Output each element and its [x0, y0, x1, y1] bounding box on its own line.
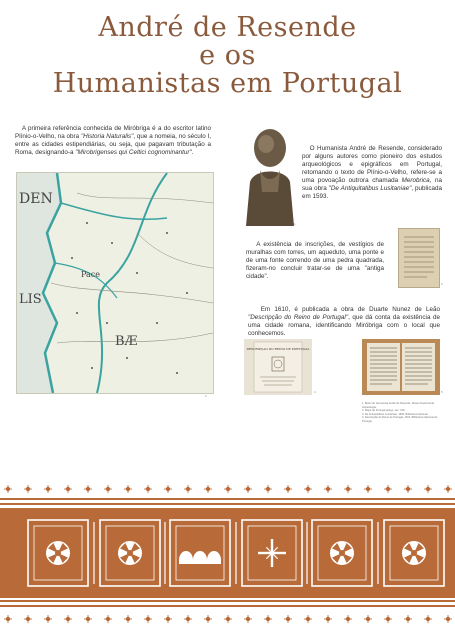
poster-title [0, 14, 455, 98]
decorative-dot [124, 485, 132, 493]
decorative-dot [24, 615, 32, 623]
credit-line: 1. Busto do Humanista André de Resende. Museu Nacional de Arqueologia. [362, 402, 435, 409]
bust-image [242, 122, 296, 226]
image-credits [362, 402, 444, 423]
decorative-dot [204, 615, 212, 623]
figure-number: 4 [314, 390, 316, 394]
descripcao-book-open-image [362, 339, 440, 395]
decorative-dot [404, 485, 412, 493]
decorative-dot [444, 485, 452, 493]
paragraph-nunez: Em 1610, é publicada a obra de Duarte Nunez de Leão "Descripção do Reino de Portugal", que dá conta da existência de uma cidade romana, identificando Miróbriga com o local que conhecemos. [248, 306, 440, 337]
map-label-den: DEN [19, 191, 53, 207]
decorative-dot [4, 615, 12, 623]
decorative-line [0, 600, 455, 602]
credit-line: 4. Descripção do Reino de Portugal, 1610. Biblioteca Nacional de Portugal. [362, 416, 438, 423]
decorative-dot [244, 615, 252, 623]
decorative-dot [424, 615, 432, 623]
title-line-1: André de Resende [98, 12, 357, 43]
figure-number: 5 [441, 390, 443, 394]
decorative-line [0, 605, 455, 607]
ancient-map-image [16, 172, 214, 394]
descripcao-book-cover-image [244, 339, 312, 395]
decorative-dot [224, 485, 232, 493]
book-cover-title: DESCRIPÇAO DO REINO DE PORTUGAL [246, 347, 310, 351]
decorative-dot [364, 485, 372, 493]
map-label-bae: BÆ [115, 334, 138, 349]
decorative-dot [344, 615, 352, 623]
decorative-dot [24, 485, 32, 493]
decorative-dot [144, 485, 152, 493]
decorative-dot [104, 485, 112, 493]
decorative-dot [364, 615, 372, 623]
decorative-dot [244, 485, 252, 493]
decorative-dot [64, 485, 72, 493]
paragraph-pliny: A primeira referência conhecida de Miróbriga é a do escritor latino Plínio-o-Velho, na obra "Historia Naturalis", que a nomeia, no século I, entre as cidades estipendiárias, ou seja, que pagavam tributação a Roma, designando-a "Mirobrigenses qui Celtici cognominantur". [15, 125, 212, 156]
decorative-line [0, 498, 455, 500]
decorative-dot [84, 485, 92, 493]
decorative-dot [304, 615, 312, 623]
decorative-dot [424, 485, 432, 493]
decorative-dot [164, 615, 172, 623]
figure-number: 3 [441, 282, 443, 286]
decorative-dot [164, 485, 172, 493]
decorative-dot [284, 485, 292, 493]
decorative-dot [264, 485, 272, 493]
decorative-dot [84, 615, 92, 623]
decorative-dot-row-top [0, 482, 455, 496]
decorative-dot [224, 615, 232, 623]
title-line-3: Humanistas em Portugal [52, 68, 403, 99]
decorative-dot [104, 615, 112, 623]
decorative-dot [184, 615, 192, 623]
decorative-line [0, 503, 455, 505]
map-label-lis: LIS [19, 292, 42, 307]
decorative-dot [264, 615, 272, 623]
figure-number: 2 [205, 394, 207, 398]
decorative-band [0, 508, 455, 598]
decorative-dot [384, 485, 392, 493]
credit-line: 3. De Antiquitatibus Lusitaniae, 1593. Biblioteca Nacional. [362, 412, 429, 416]
antiquitatibus-page-image [398, 228, 440, 288]
map-label-pace: Pace [81, 270, 101, 279]
decorative-dot [324, 485, 332, 493]
decorative-dot [444, 615, 452, 623]
decorative-dot [304, 485, 312, 493]
decorative-dot [324, 615, 332, 623]
decorative-dot [44, 615, 52, 623]
decorative-dot [204, 485, 212, 493]
title-line-2: e os [199, 40, 256, 71]
decorative-dot [4, 485, 12, 493]
figure-number: 1 [294, 222, 296, 226]
paragraph-resende: O Humanista André de Resende, considerado por alguns autores como pioneiro dos estudos arqueológicos e epigráficos em Portugal, retomando o texto de Plínio-o-Velho, refere-se a uma povoação outrora chamada Merobrica, na sua obra "De Antiquitatibus Lusitaniae", publicada em 1593. [302, 145, 443, 200]
decorative-dot [144, 615, 152, 623]
decorative-dot [184, 485, 192, 493]
credit-line: 2. Mapa de Portugal antigo, séc. XVII. [362, 409, 406, 412]
decorative-dot [124, 615, 132, 623]
decorative-dot [344, 485, 352, 493]
decorative-dot [44, 485, 52, 493]
paragraph-inscriptions: A existência de inscrições, de vestígios de muralhas com torres, um aqueduto, uma ponte e de uma fonte correndo de uma pedra quadrada, fizeram-no concluir tratar-se de uma "antiga cidade". [246, 241, 384, 280]
decorative-dot [404, 615, 412, 623]
decorative-dot [284, 615, 292, 623]
decorative-dot-row-bottom [0, 612, 455, 626]
decorative-dot [64, 615, 72, 623]
decorative-dot [384, 615, 392, 623]
